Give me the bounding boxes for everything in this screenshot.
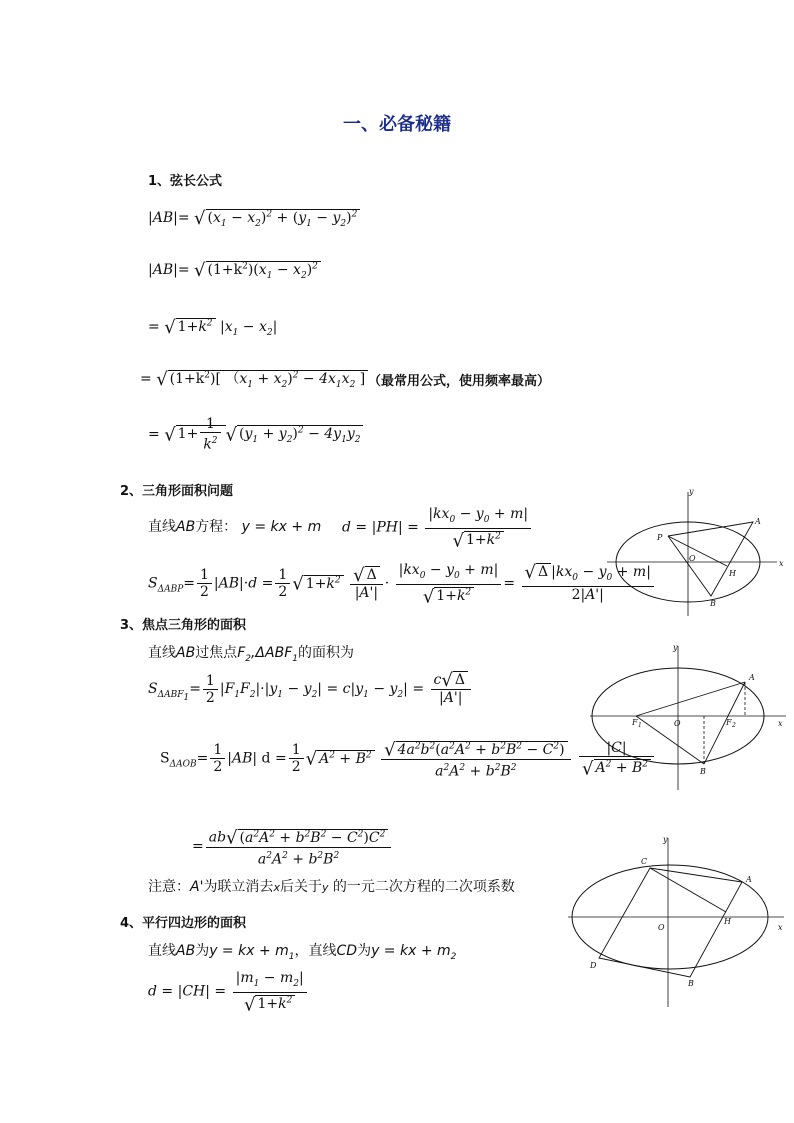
formula-chord-1: |AB|= √ $(x_1 - x_2)^2 + (y_1 - y_2)^2$: [148, 208, 360, 229]
diagram3-point-h: H: [724, 917, 731, 926]
diagram3-point-a: A: [746, 875, 752, 884]
diagram3-point-c: C: [641, 857, 648, 866]
note-label: 注意：: [148, 879, 190, 895]
focal-triangle-diagram: [588, 640, 788, 790]
focal-intro-line-name: AB: [176, 645, 196, 661]
diagram2-focus-f2: F: [726, 718, 732, 727]
line-cd-label: ，直线: [294, 943, 337, 959]
diagram1-origin-label: O: [689, 554, 696, 563]
focal-intro-line-label: 直线: [148, 645, 176, 661]
formula-chord-4: = √ $(1+k^2)$[ $(x_1 + x_2)^2 - 4x_1x_2$ ]: [140, 368, 368, 390]
diagram2-point-b: B: [700, 767, 706, 776]
diagram1-y-label: y: [689, 487, 694, 496]
coefficient-note-row: 注意：A'为联立消去x后关于y 的一元二次方程的二次项系数: [148, 879, 515, 895]
parallelogram-diagram: [566, 832, 786, 1007]
diagram1-point-b: B: [710, 599, 716, 608]
section-heading-parallelogram: 4、平行四边形的面积: [120, 916, 247, 931]
section-heading-triangle-area: 2、三角形面积问题: [120, 484, 234, 499]
line-name: AB: [176, 519, 196, 535]
formula-chord-3: = √ $1+k^2$ $|x_1 - x_2|$: [148, 317, 278, 338]
focal-intro-area-label: 的面积为: [297, 645, 354, 661]
line-label: 直线: [148, 519, 176, 535]
diagram1-point-h: H: [729, 569, 736, 578]
diagram2-focus-f1: F: [632, 718, 638, 727]
formula-parallel-distance: d = |CH| = $\frac{|m_1 - m_2|}{√ 1+k^2}$: [148, 970, 309, 1013]
line-ab-is: 为: [195, 943, 210, 959]
focal-intro-through-focus: 过焦点: [195, 645, 238, 661]
focal-intro-row: 直线AB过焦点$F_2,\Delta ABF_1$的面积为: [148, 645, 354, 664]
line-ab-label: 直线: [148, 943, 176, 959]
formula-chord-2: |AB|= √ $(1+k^2)(x_1 - x_2)^2$: [148, 260, 321, 281]
diagram2-focus-f2-sub: 2: [732, 722, 736, 729]
formula-aob-area-simplified: = $\frac{ab√ (a^2A^2 + b^2B^2 - C^2)C^2}{a^2A^2 + b^2B^2}$: [192, 826, 393, 867]
diagram2-point-a: A: [749, 673, 755, 682]
line-equation-label: 方程：: [195, 519, 238, 535]
most-used-note: （最常用公式，使用频率最高）: [368, 374, 551, 389]
note-text-3: 的一元二次方程的二次项系数: [332, 879, 515, 895]
diagram3-origin-label: O: [658, 923, 665, 932]
diagram3-x-label: x: [778, 923, 783, 932]
section-heading-focal-triangle: 3、焦点三角形的面积: [120, 618, 247, 633]
parallelogram-lines-row: 直线AB为y = kx + $m_1$，直线CD为y = kx + $m_2$: [148, 943, 457, 962]
diagram1-point-a: A: [755, 517, 761, 526]
line-cd-is: 为: [357, 943, 372, 959]
formula-chord-5: = √ 1+ $\frac{1}{k^2}$ √ $(y_1 + y_2)^2 - 4y_1y_2$: [148, 416, 363, 453]
diagram1-x-label: x: [779, 559, 784, 568]
diagram3-y-label: y: [663, 835, 668, 844]
diagram3-point-b: B: [688, 979, 694, 988]
note-text-1: 为联立消去: [203, 879, 274, 895]
diagram2-y-label: y: [673, 643, 678, 652]
diagram1-point-p: P: [657, 533, 663, 542]
line-equation-row: [148, 516, 321, 536]
section-heading-chord-formula: 1、弦长公式: [148, 174, 223, 189]
line-equation-formula: y = kx + m: [241, 519, 322, 535]
diagram2-focus-f1-sub: 1: [638, 722, 642, 729]
note-text-2: 后关于: [279, 879, 322, 895]
formula-focal-area: $S_{\Delta ABF_1}=$ $\frac{1}{2}$ $|F_1F_2|\cdot|y_1 - y_2| = c|y_1 - y_2|$ = $\frac{c√ \Delta}{|A'|}$: [148, 672, 473, 706]
formula-triangle-area: $S_{\Delta ABP}=$ $\frac{1}{2}$ |AB|·d = $\frac{1}{2}$ √ $1+k^2$ $\frac{√ \Delta}{|A'|}$ · $\frac{|kx_0 - y_0 + m|}{√ 1+k^2}$ = $\frac{√ \Delta |kx_0 - y_0 + m|}{2|A'|}$: [148, 562, 656, 605]
diagram2-x-label: x: [778, 719, 783, 728]
diagram3-point-d: D: [590, 961, 597, 970]
diagram2-origin-label: O: [674, 719, 681, 728]
triangle-area-diagram: [605, 486, 785, 616]
page-title: 一、必备秘籍: [343, 114, 451, 135]
formula-distance-ph: d = |PH| = $\frac{|kx_0 - y_0 + m|}{√ 1+k^2}$: [342, 506, 533, 549]
formula-aob-area: $S_{\Delta AOB}=$ $\frac{1}{2}$ |AB| d = $\frac{1}{2}$ √ $A^2 + B^2$ $\frac{√ 4a^2b^2(a^2A^2 + b^2B^2 - C^2)}{a^2A^2 + b^2B^2}$ $\frac{|C|}{√ A^2 + B^2}$: [160, 738, 656, 779]
